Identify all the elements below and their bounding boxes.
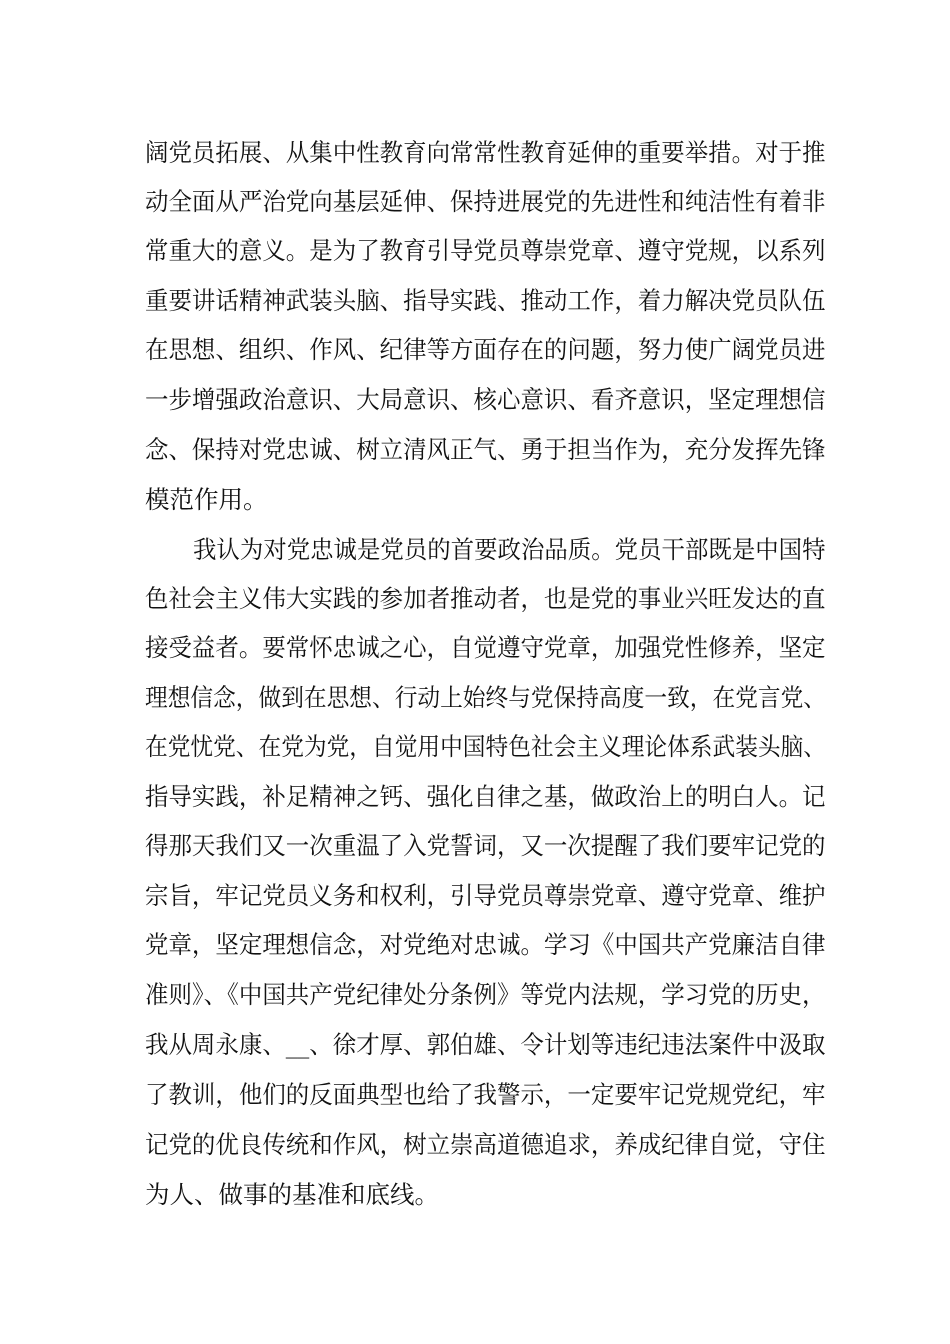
text-line: 动全面从严治党向基层延伸、保持进展党的先进性和纯洁性有着非: [145, 187, 826, 216]
text-line: 理想信念，做到在思想、行动上始终与党保持高度一致，在党言党、: [145, 683, 826, 712]
text-line: 模范作用。: [145, 485, 268, 514]
text-line: 宗旨，牢记党员义务和权利，引导党员尊崇党章、遵守党章、维护: [145, 881, 826, 910]
text-line: 得那天我们又一次重温了入党誓词，又一次提醒了我们要牢记党的: [145, 831, 826, 860]
text-line: 为人、做事的基准和底线。: [145, 1180, 439, 1209]
text-line: 一步增强政治意识、大局意识、核心意识、看齐意识，坚定理想信: [145, 385, 826, 414]
text-line: 重要讲话精神武装头脑、指导实践、推动工作，着力解决党员队伍: [145, 286, 826, 315]
text-line: 在思想、组织、作风、纪律等方面存在的问题，努力使广阔党员进: [145, 335, 826, 364]
text-line: 接受益者。要常怀忠诚之心，自觉遵守党章，加强党性修养，坚定: [145, 633, 826, 662]
text-line: 色社会主义伟大实践的参加者推动者，也是党的事业兴旺发达的直: [145, 584, 826, 613]
text-line: 常重大的意义。是为了教育引导党员尊崇党章、遵守党规，以系列: [145, 236, 826, 265]
text-line: 准则》、《中国共产党纪律处分条例》等党内法规，学习党的历史，: [145, 980, 826, 1009]
text-line: 了教训，他们的反面典型也给了我警示，一定要牢记党规党纪，牢: [145, 1080, 826, 1109]
text-line: 在党忧党、在党为党，自觉用中国特色社会主义理论体系武装头脑、: [145, 732, 826, 761]
text-line: 阔党员拓展、从集中性教育向常常性教育延伸的重要举措。对于推: [145, 138, 826, 167]
text-line: 党章，坚定理想信念，对党绝对忠诚。学习《中国共产党廉洁自律: [145, 930, 826, 959]
text-line: 我从周永康、__、徐才厚、郭伯雄、令计划等违纪违法案件中汲取: [145, 1030, 826, 1059]
text-line: 记党的优良传统和作风，树立崇高道德追求，养成纪律自觉，守住: [145, 1130, 826, 1159]
text-line: 指导实践，补足精神之钙、强化自律之基，做政治上的明白人。记: [145, 782, 826, 811]
text-line: 念、保持对党忠诚、树立清风正气、勇于担当作为，充分发挥先锋: [145, 435, 826, 464]
text-line: 我认为对党忠诚是党员的首要政治品质。党员干部既是中国特: [193, 535, 826, 564]
